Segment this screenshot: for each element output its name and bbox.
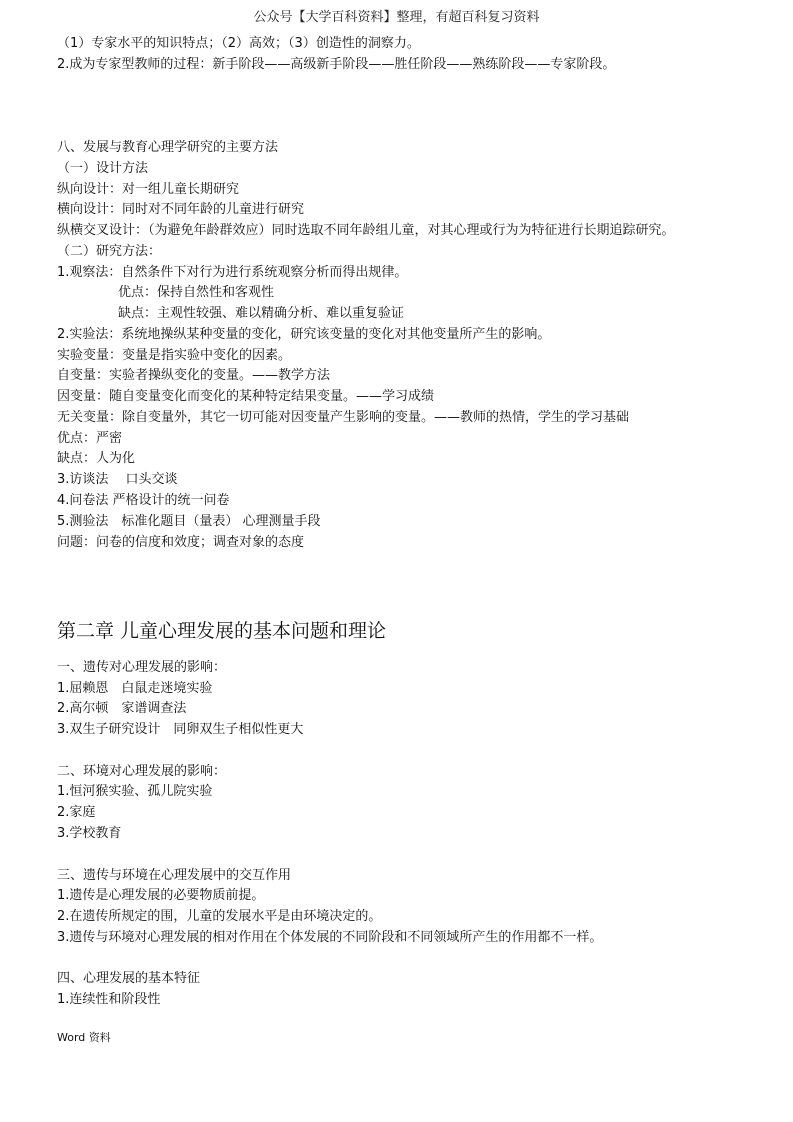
- longitudinal-design-line: 纵向设计：对一组儿童长期研究: [57, 182, 240, 197]
- features-item-1: 1.连续性和阶段性: [57, 992, 161, 1007]
- section-8-heading: 八、发展与教育心理学研究的主要方法: [57, 140, 279, 155]
- experiment-pros-line: 优点：严密: [57, 431, 123, 446]
- heredity-heading: 一、遗传对心理发展的影响：: [57, 660, 227, 675]
- interaction-item-2: 2.在遗传所规定的围，儿童的发展水平是由环境决定的。: [57, 909, 382, 924]
- interview-method-line: 3.访谈法 口头交谈: [57, 472, 178, 487]
- observation-pros-line: 优点：保持自然性和客观性: [118, 285, 275, 300]
- page-footer: Word 资料: [57, 1031, 111, 1044]
- dependent-variable-line: 因变量：随自变量变化而变化的某种特定结果变量。——学习成绩: [57, 389, 435, 404]
- expert-features-line: （1）专家水平的知识特点；（2）高效；（3）创造性的洞察力。: [57, 36, 420, 51]
- observation-cons-line: 缺点：主观性较强、难以精确分析、难以重复验证: [118, 306, 405, 321]
- interaction-heading: 三、遗传与环境在心理发展中的交互作用: [57, 868, 292, 883]
- heredity-item-2: 2.高尔顿 家谱调查法: [57, 701, 187, 716]
- experiment-cons-line: 缺点：人为化: [57, 451, 136, 466]
- environment-heading: 二、环境对心理发展的影响：: [57, 764, 227, 779]
- irrelevant-variable-line: 无关变量：除自变量外，其它一切可能对因变量产生影响的变量。——教师的热情，学生的学习基础: [57, 410, 630, 425]
- heredity-item-1: 1.屈赖恩 白鼠走迷境实验: [57, 681, 213, 696]
- independent-variable-line: 自变量：实验者操纵变化的变量。——教学方法: [57, 368, 331, 383]
- page-header: 公众号【大学百科资料】整理，有超百科复习资料: [253, 10, 540, 25]
- questionnaire-issues-line: 问题：问卷的信度和效度；调查对象的态度: [57, 535, 305, 550]
- test-method-line: 5.测验法 标准化题目（量表） 心理测量手段: [57, 514, 321, 529]
- experimental-variable-line: 实验变量：变量是指实验中变化的因素。: [57, 348, 292, 363]
- interaction-item-3: 3.遗传与环境对心理发展的相对作用在个体发展的不同阶段和不同领域所产生的作用都不一样。: [57, 930, 603, 945]
- cross-sequential-design-line: 纵横交叉设计：（为避免年龄群效应）同时选取不同年龄组儿童，对其心理或行为为特征进行长期追踪研究。: [57, 223, 675, 238]
- features-heading: 四、心理发展的基本特征: [57, 971, 201, 986]
- chapter-2-title: 第二章 儿童心理发展的基本问题和理论: [57, 620, 387, 642]
- interaction-item-1: 1.遗传是心理发展的必要物质前提。: [57, 888, 265, 903]
- cross-sectional-design-line: 横向设计：同时对不同年龄的儿童进行研究: [57, 202, 305, 217]
- expert-process-line: 2.成为专家型教师的过程：新手阶段——高级新手阶段——胜任阶段——熟练阶段——专家阶段。: [57, 57, 616, 72]
- questionnaire-method-line: 4.问卷法 严格设计的统一问卷: [57, 493, 230, 508]
- heredity-item-3: 3.双生子研究设计 同卵双生子相似性更大: [57, 722, 304, 737]
- observation-method-line: 1.观察法：自然条件下对行为进行系统观察分析而得出规律。: [57, 265, 408, 280]
- environment-item-1: 1.恒河猴实验、孤儿院实验: [57, 784, 213, 799]
- environment-item-3: 3.学校教育: [57, 826, 122, 841]
- design-methods-subheading: （一）设计方法: [57, 161, 149, 176]
- experiment-method-line: 2.实验法：系统地操纵某种变量的变化，研究该变量的变化对其他变量所产生的影响。: [57, 327, 551, 342]
- research-methods-subheading: （二）研究方法：: [57, 244, 162, 259]
- environment-item-2: 2.家庭: [57, 805, 96, 820]
